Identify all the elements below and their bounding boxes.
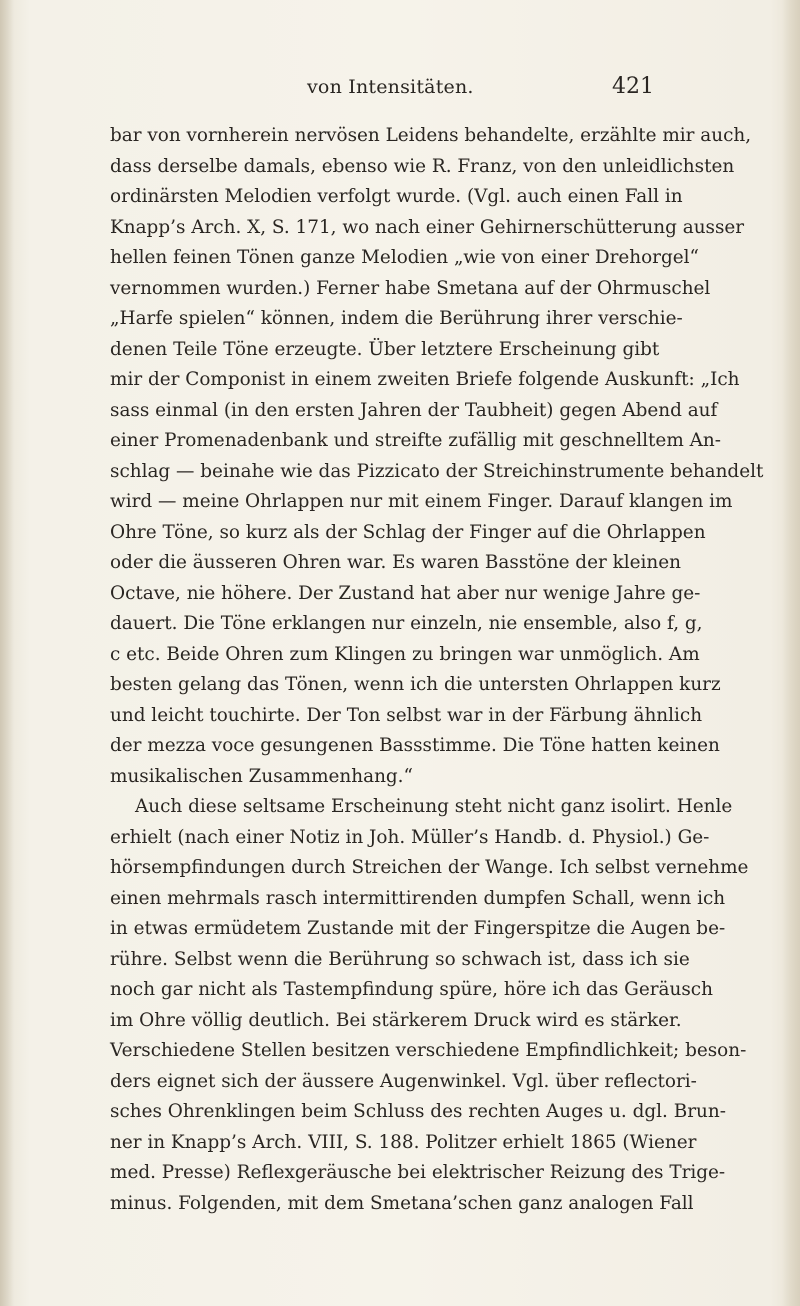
text-line: ner in Knapp’s Arch. VIII, S. 188. Politzer erhielt 1865 (Wiener — [110, 1131, 697, 1153]
text-line: und leicht touchirte. Der Ton selbst war in der Färbung ähnlich — [110, 704, 703, 726]
text-line: „Harfe spielen“ können, indem die Berührung ihrer verschie- — [110, 308, 683, 329]
text-line: einer Promenadenbank und streifte zufällig mit geschnelltem An- — [110, 430, 721, 451]
text-line: sass einmal (in den ersten Jahren der Taubheit) gegen Abend auf — [110, 399, 718, 421]
text-line: ders eignet sich der äussere Augenwinkel. Vgl. über reflectori- — [110, 1070, 697, 1092]
text-line: denen Teile Töne erzeugte. Über letztere Erscheinung gibt — [110, 338, 660, 360]
text-line: Octave, nie höhere. Der Zustand hat aber nur wenige Jahre ge- — [110, 582, 701, 604]
text-line: Knapp’s Arch. X, S. 171, wo nach einer Gehirnerschütterung ausser — [110, 216, 745, 238]
text-line: Ohre Töne, so kurz als der Schlag der Finger auf die Ohrlappen — [110, 521, 706, 543]
text-line: sches Ohrenklingen beim Schluss des rechten Auges u. dgl. Brun- — [110, 1101, 726, 1122]
text-line: mir der Componist in einem zweiten Briefe folgende Auskunft: „Ich — [110, 369, 740, 390]
page-number: 421 — [612, 74, 654, 99]
text-line: vernommen wurden.) Ferner habe Smetana auf der Ohrmuschel — [110, 277, 711, 299]
text-line: besten gelang das Tönen, wenn ich die untersten Ohrlappen kurz — [110, 674, 721, 695]
page-edge-shadow — [782, 0, 800, 1306]
body-text — [110, 121, 764, 1219]
text-line: noch gar nicht als Tastempfindung spüre, höre ich das Geräusch — [110, 979, 713, 1000]
text-line: schlag — beinahe wie das Pizzicato der Streichinstrumente behandelt — [110, 460, 764, 482]
text-line: erhielt (nach einer Notiz in Joh. Müller’s Handb. d. Physiol.) Ge- — [110, 826, 710, 848]
running-head — [120, 68, 800, 104]
text-line-paragraph-start: Auch diese seltsame Erscheinung steht nicht ganz isolirt. Henle — [135, 796, 733, 817]
text-line: bar von vornherein nervösen Leidens behandelte, erzählte mir auch, — [110, 125, 752, 146]
text-line: oder die äusseren Ohren war. Es waren Basstöne der kleinen — [110, 552, 681, 573]
text-line: im Ohre völlig deutlich. Bei stärkerem Druck wird es stärker. — [110, 1009, 682, 1031]
text-line: einen mehrmals rasch intermittirenden dumpfen Schall, wenn ich — [110, 887, 726, 909]
text-line: in etwas ermüdetem Zustande mit der Fingerspitze die Augen be- — [110, 918, 726, 939]
text-line: dass derselbe damals, ebenso wie R. Franz, von den unleidlichsten — [110, 155, 735, 177]
running-title: von Intensitäten. — [307, 76, 474, 98]
text-line: minus. Folgenden, mit dem Smetana’schen ganz analogen Fall — [110, 1192, 694, 1214]
text-line: dauert. Die Töne erklangen nur einzeln, nie ensemble, also f, g, — [110, 613, 703, 634]
text-line: Verschiedene Stellen besitzen verschiedene Empfindlichkeit; beson- — [110, 1040, 747, 1061]
text-line: hörsempfindungen durch Streichen der Wange. Ich selbst vernehme — [110, 857, 749, 878]
text-line: hellen feinen Tönen ganze Melodien „wie von einer Drehorgel“ — [110, 247, 699, 268]
text-line: ordinärsten Melodien verfolgt wurde. (Vgl. auch einen Fall in — [110, 186, 683, 207]
text-line: c etc. Beide Ohren zum Klingen zu bringen war unmöglich. Am — [110, 643, 700, 665]
spine-shadow — [0, 0, 14, 1306]
text-line: wird — meine Ohrlappen nur mit einem Finger. Darauf klangen im — [110, 491, 733, 512]
text-line: der mezza voce gesungenen Bassstimme. Die Töne hatten keinen — [110, 735, 720, 756]
text-line: med. Presse) Reflexgeräusche bei elektrischer Reizung des Trige- — [110, 1162, 726, 1183]
text-line: rühre. Selbst wenn die Berührung so schwach ist, dass ich sie — [110, 948, 690, 970]
text-line-paragraph-end: musikalischen Zusammenhang.“ — [110, 765, 413, 787]
